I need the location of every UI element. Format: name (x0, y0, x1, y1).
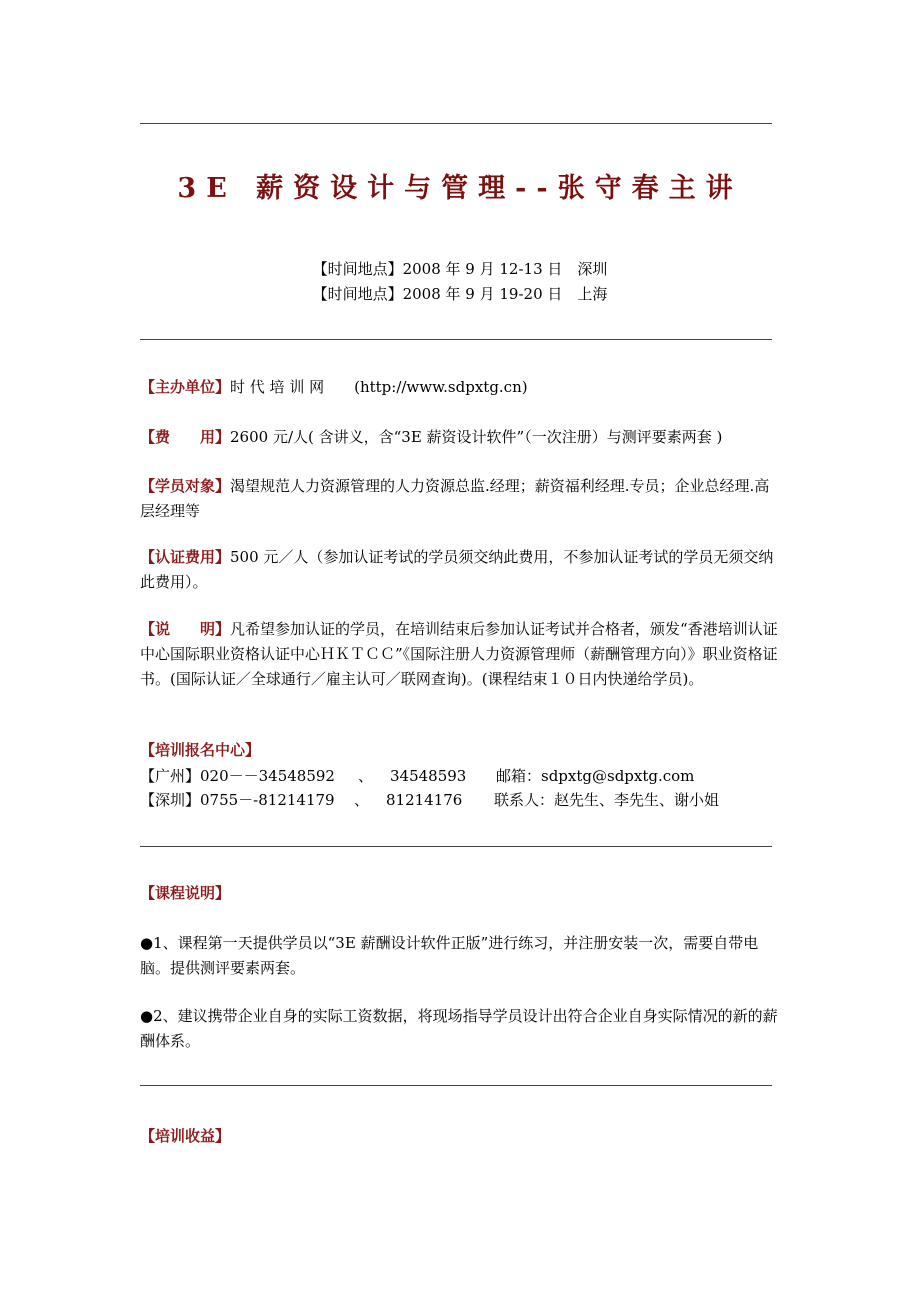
note-label: 【说 明】 (140, 620, 231, 638)
course-item: ●2、建议携带企业自身的实际工资数据，将现场指导学员设计出符合企业自身实际情况的新的薪酬体系。 (140, 1007, 778, 1050)
divider-top (140, 123, 772, 124)
cert-fee-value: 500 元／人（参加认证考试的学员须交纳此费用，不参加认证考试的学员无须交纳此费用）。 (140, 548, 774, 591)
benefits-heading: 【培训收益】 (140, 1127, 231, 1145)
schedule-label: 【时间地点】 (312, 260, 403, 278)
registration-phone2: 81214176 (386, 791, 463, 809)
registration-row-shenzhen (140, 788, 335, 812)
host-value: 时 代 培 训 网 (http://www.sdpxtg.cn) (230, 378, 528, 396)
cert-fee-label: 【认证费用】 (140, 548, 231, 566)
audience-line (140, 474, 780, 524)
course-item: ●1、课程第一天提供学员以“3E 薪酬设计软件正版”进行练习，并注册安装一次，需要自带电脑。提供测评要素两套。 (140, 934, 759, 977)
cert-fee-line (140, 545, 780, 595)
host-line (140, 375, 780, 400)
course-heading: 【课程说明】 (140, 884, 231, 902)
fee-label: 【费 用】 (140, 428, 231, 446)
note-value: 凡希望参加认证的学员，在培训结束后参加认证考试并合格者，颁发“香港培训认证中心国际职业资格认证中心ＨＫＴＣＣ”《国际注册人力资源管理师（薪酬管理方向）》职业资格证书。(国际认证／全球通行／雇主认可／联网查询)。(课程结束１０日内快递给学员)。 (140, 620, 778, 688)
schedule-label: 【时间地点】 (312, 285, 403, 303)
divider (140, 339, 772, 340)
audience-label: 【学员对象】 (140, 477, 231, 495)
schedule-value: 2008 年 9 月 12-13 日 深圳 (402, 260, 608, 278)
schedule-value: 2008 年 9 月 19-20 日 上海 (402, 285, 608, 303)
registration-contact: 邮箱：sdpxtg@sdpxtg.com (496, 767, 695, 785)
divider (140, 846, 772, 847)
schedule-line-1 (0, 258, 920, 279)
audience-value: 渴望规范人力资源管理的人力资源总监.经理；薪资福利经理.专员；企业总经理.高层经理等 (140, 477, 770, 520)
registration-sep: 、 (358, 767, 374, 785)
registration-phone2: 34548593 (390, 767, 467, 785)
fee-line (140, 425, 780, 450)
divider (140, 1085, 772, 1086)
registration-heading: 【培训报名中心】 (140, 741, 261, 759)
fee-value: 2600 元/人( 含讲义，含“3E 薪资设计软件”（一次注册）与测评要素两套 ) (230, 428, 723, 446)
registration-city: 【深圳】0755－-81214179 (140, 791, 335, 809)
note-line (140, 617, 780, 692)
registration-contact: 联系人：赵先生、李先生、谢小姐 (494, 791, 720, 809)
registration-sep: 、 (354, 791, 370, 809)
page-title: 3E 薪资设计与管理--张守春主讲 (177, 173, 743, 204)
schedule-line-2 (0, 283, 920, 304)
host-label: 【主办单位】 (140, 378, 231, 396)
registration-row-guangzhou (140, 764, 335, 788)
registration-city: 【广州】020－－34548592 (140, 767, 335, 785)
